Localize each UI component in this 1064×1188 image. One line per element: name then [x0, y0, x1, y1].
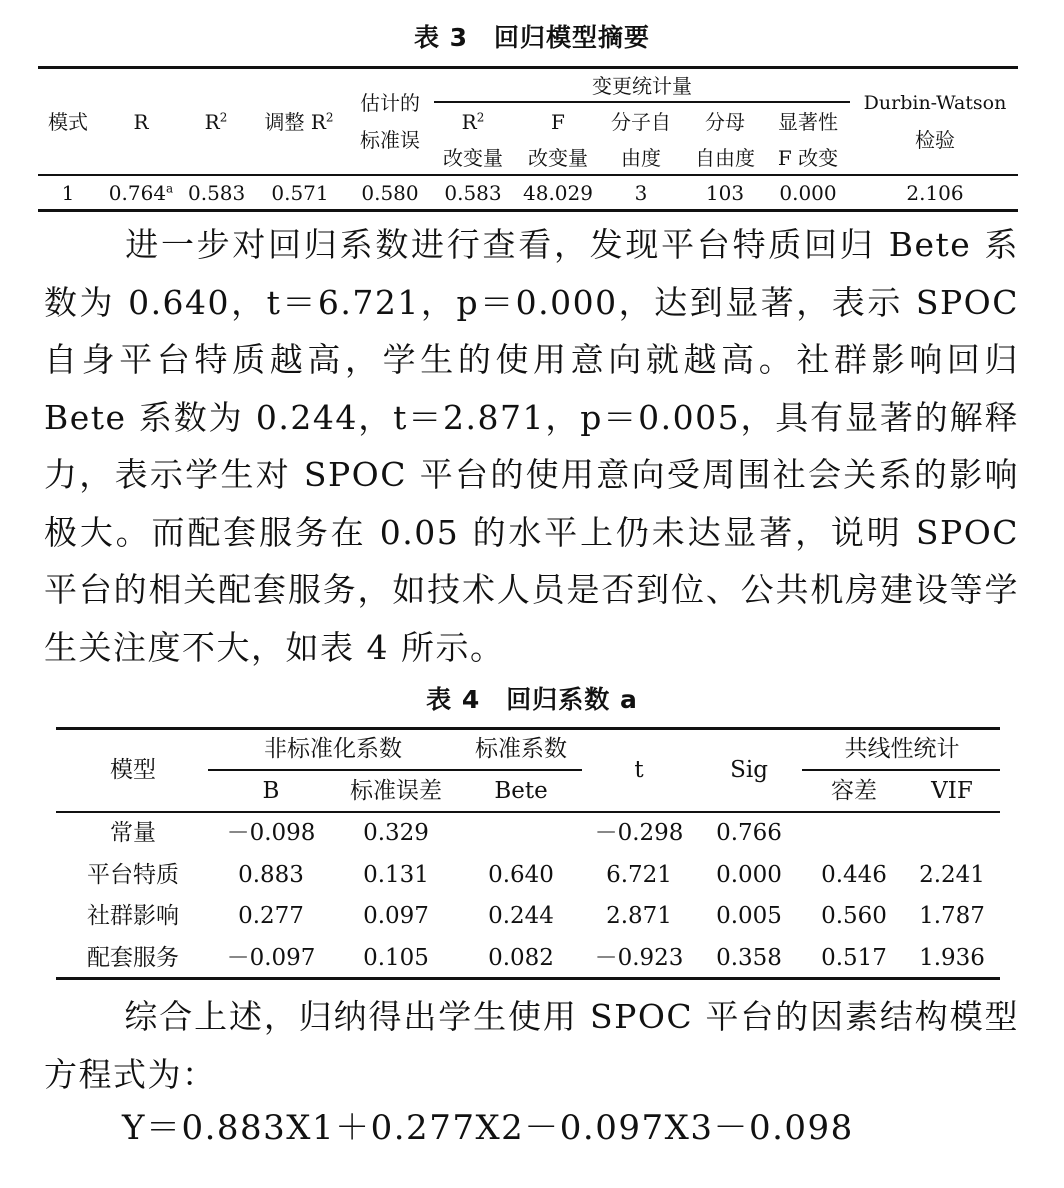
t4-cell-sig: 0.000: [716, 862, 782, 888]
table3-caption: 表 3 回归模型摘要: [413, 23, 651, 52]
t4-cell-t: －0.923: [594, 945, 684, 971]
t3-header-change-stats: 变更统计量: [592, 74, 692, 98]
table3-top-rule: [38, 66, 1018, 69]
t3-header-sig-2: F 改变: [777, 146, 839, 170]
body-paragraph-2: [44, 988, 1019, 1103]
t3-header-df2-1: 分母: [705, 110, 745, 134]
t4-cell-se: 0.329: [363, 820, 429, 846]
table4-bottom-rule: [56, 977, 1000, 980]
t4-header-model: 模型: [110, 757, 156, 783]
t3-cell-dw: 2.106: [906, 181, 964, 205]
t3-cell-model: 1: [61, 181, 75, 205]
t4-row-label: 常量: [110, 820, 156, 846]
t4-header-std: 标准系数: [475, 736, 567, 762]
t3-header-df1-2: 由度: [621, 146, 661, 170]
table3-bottom-rule: [38, 209, 1018, 212]
t3-cell-df2: 103: [705, 181, 745, 205]
t4-row-label: 平台特质: [87, 862, 179, 888]
table4-header-rule: [56, 811, 1000, 813]
table4-caption: 表 4 回归系数 a: [426, 685, 638, 714]
body-paragraph-1: [44, 216, 1019, 676]
t4-header-beta: Bete: [494, 778, 548, 804]
t4-row-label: 配套服务: [87, 945, 179, 971]
t4-cell-se: 0.105: [363, 945, 429, 971]
t4-cell-beta: 0.244: [488, 903, 554, 929]
t3-cell-adj-r2: 0.571: [271, 181, 329, 205]
t4-cell-sig: 0.358: [716, 945, 782, 971]
t4-cell-b: 0.883: [238, 862, 304, 888]
t3-cell-std-err: 0.580: [361, 181, 419, 205]
t4-cell-vif: 2.241: [919, 862, 985, 888]
t3-header-df2-2: 自由度: [695, 146, 755, 170]
paragraph-2-text: 综合上述，归纳得出学生使用 SPOC 平台的因素结构模型方程式为：: [44, 997, 1019, 1094]
t4-header-sig: Sig: [730, 757, 768, 783]
t4-cell-tol: 0.446: [821, 862, 887, 888]
table4-top-rule: [56, 727, 1000, 730]
table3-header-rule: [38, 174, 1018, 176]
t4-cell-beta: 0.640: [488, 862, 554, 888]
paragraph-1-text: 进一步对回归系数进行查看，发现平台特质回归 Bete 系数为 0.640，t＝6.721，p＝0.000，达到显著，表示 SPOC 自身平台特质越高，学生的使用意向就越高。社群影响回归 Bete 系数为 0.244，t＝2.871，p＝0.005，具有显著的解释力，表示学生对 SPOC 平台的使用意向受周围社会关系的影响极大。而配套服务在 0.05 的水平上仍未达显著，说明 SPOC 平台的相关配套服务，如技术人员是否到位、公共机房建设等学生关注度不大，如表 4 所示。: [44, 225, 1019, 667]
t3-header-model: 模式: [48, 110, 88, 134]
t4-header-t: t: [634, 757, 644, 783]
t3-header-std-err-1: 估计的: [360, 91, 420, 115]
t3-cell-r: 0.764$^a$: [108, 181, 174, 205]
t4-cell-beta: 0.082: [488, 945, 554, 971]
t3-header-adj-r2: 调整 $R^2$: [264, 110, 334, 134]
t4-cell-tol: 0.517: [821, 945, 887, 971]
t3-cell-df1: 3: [634, 181, 648, 205]
model-equation: Y＝0.883X1＋0.277X2－0.097X3－0.098: [122, 1108, 854, 1148]
table4-coef-rule: [208, 769, 582, 771]
t4-cell-tol: 0.560: [821, 903, 887, 929]
t4-cell-vif: 1.936: [919, 945, 985, 971]
t3-header-r: R: [133, 110, 149, 134]
t4-row-label: 社群影响: [87, 903, 179, 929]
t4-header-collin: 共线性统计: [844, 736, 960, 762]
t3-cell-r2-change: 0.583: [444, 181, 502, 205]
t4-header-tolerance: 容差: [831, 778, 877, 804]
t4-cell-t: 2.871: [606, 903, 672, 929]
t4-cell-b: 0.277: [238, 903, 304, 929]
t4-cell-se: 0.097: [363, 903, 429, 929]
t4-cell-t: －0.298: [594, 820, 684, 846]
t4-cell-sig: 0.766: [716, 820, 782, 846]
t4-cell-b: －0.098: [226, 820, 316, 846]
t3-header-dw-1: Durbin-Watson: [863, 92, 1007, 114]
t4-cell-t: 6.721: [606, 862, 672, 888]
t4-header-unstd: 非标准化系数: [264, 736, 402, 762]
t4-cell-vif: 1.787: [919, 903, 985, 929]
t3-header-r2-change-1: $R^2$: [461, 110, 485, 134]
t3-header-f-change-1: F: [551, 110, 565, 134]
t4-cell-sig: 0.005: [716, 903, 782, 929]
t3-header-dw-2: 检验: [915, 128, 955, 152]
t3-header-df1-1: 分子自: [611, 110, 671, 134]
t3-cell-sig: 0.000: [779, 181, 837, 205]
t4-cell-b: －0.097: [226, 945, 316, 971]
t3-header-std-err-2: 标准误: [360, 128, 420, 152]
t3-header-r2-change-2: 改变量: [443, 146, 503, 170]
table4-collin-rule: [802, 769, 1000, 771]
table3-change-stats-rule: [434, 101, 850, 103]
t4-cell-se: 0.131: [363, 862, 429, 888]
t4-header-std-err: 标准误差: [350, 778, 442, 804]
t3-header-f-change-2: 改变量: [528, 146, 588, 170]
t4-header-b: B: [262, 778, 280, 804]
t3-header-r2: $R^2$: [204, 110, 228, 134]
t4-header-vif: VIF: [931, 778, 973, 804]
t3-cell-f-change: 48.029: [523, 181, 593, 205]
t3-cell-r2: 0.583: [188, 181, 246, 205]
t3-header-sig-1: 显著性: [778, 110, 838, 134]
